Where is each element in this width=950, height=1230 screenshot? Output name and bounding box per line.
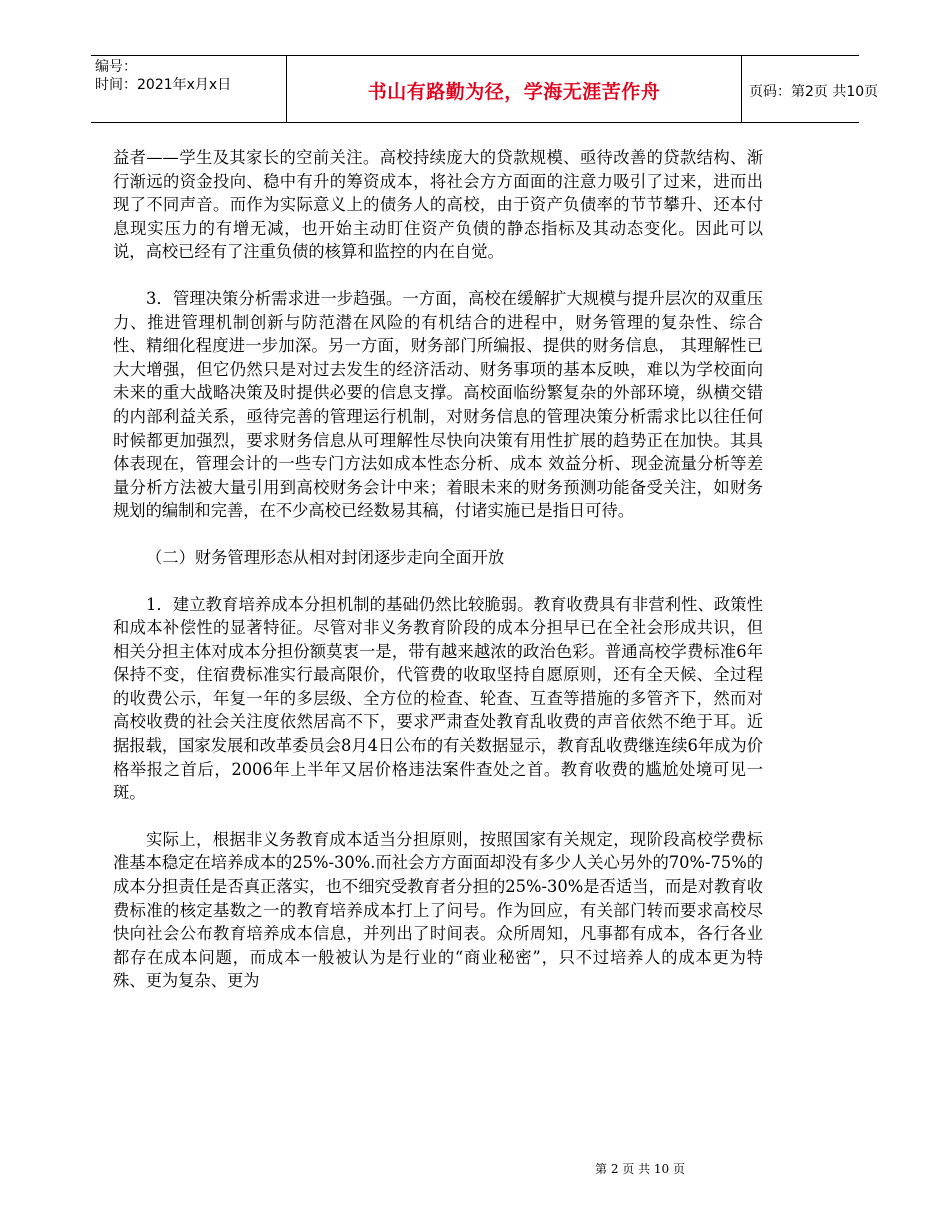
header-motto-cell — [286, 56, 742, 122]
header-page-cell — [741, 56, 879, 122]
body-paragraph: 3．管理决策分析需求进一步趋强。一方面，高校在缓解扩大规模与提升层次的双重压力、推进管理机制创新与防范潜在风险的有机结合的进程中，财务管理的复杂性、综合性、精细化程度进一步加深。另一方面，财务部门所编报、提供的财务信息， 其理解性已大大增强，但它仍然只是对过去发生的经济活动、财务事项的基本反映，难以为学校面向未来的重大战略决策及时提供必要的信息支撑。高校面临纷繁复杂的外部环境，纵横交错的内部利益关系，亟待完善的管理运行机制，对财务信息的管理决策分析需求比以往任何时候都更加强烈，要求财务信息从可理解性尽快向决策有用性扩展的趋势正在加快。其具体表现在，管理会计的一些专门方法如成本性态分析、成本 效益分析、现金流量分析等差量分析方法被大量引用到高校财务会计中来；着眼未来的财务预测功能备受关注，如财务规划的编制和完善，在不少高校已经数易其稿，付诸实施已是指日可待。 — [113, 288, 763, 521]
body-paragraph: 实际上，根据非义务教育成本适当分担原则，按照国家有关规定，现阶段高校学费标准基本稳定在培养成本的25%-30%.而社会方方面面却没有多少人关心另外的70%-75%的成本分担责任是否真正落实，也不细究受教育者分担的25%-30%是否适当，而是对教育收费标准的核定基数之一的教育培养成本打上了问号。作为回应，有关部门转而要求高校尽快向社会公布教育培养成本信息，并列出了时间表。众所周知，凡事都有成本，各行各业都存在成本问题，而成本一般被认为是行业的“商业秘密”，只不过培养人的成本更为特殊、更为复杂、更为 — [113, 829, 763, 991]
header-info — [91, 56, 286, 122]
header-page-info: 页码：第2页 共10页 — [749, 84, 879, 100]
page-header — [91, 55, 879, 123]
body-paragraph: 1．建立教育培养成本分担机制的基础仍然比较脆弱。教育收费具有非营利性、政策性和成本补偿性的显著特征。尽管对非义务教育阶段的成本分担早已在全社会形成共识，但相关分担主体对成本分担份额莫衷一是，带有越来越浓的政治色彩。普通高校学费标准6年保持不变，住宿费标准实行最高限价，代管费的收取坚持自愿原则，还有全天候、全过程的收费公示，年复一年的多层级、全方位的检查、轮查、互查等措施的多管齐下，然而对高校收费的社会关注度依然居高不下，要求严肃查处教育乱收费的声音依然不绝于耳。近据报载，国家发展和改革委员会8月4日公布的有关数据显示，教育乱收费继连续6年成为价格举报之首后，2006年上半年又居价格违法案件查处之首。教育收费的尴尬处境可见一斑。 — [113, 594, 763, 803]
page-footer: 第 2 页 共 10 页 — [595, 1162, 685, 1176]
document-number-label: 编号： — [95, 59, 137, 75]
header-motto: 书山有路勤为径，学海无涯苦作舟 — [367, 81, 661, 103]
document-date: 时间：2021年x月x日 — [95, 77, 232, 93]
document-body — [113, 146, 763, 993]
section-heading: （二）财务管理形态从相对封闭逐步走向全面开放 — [146, 547, 505, 567]
body-paragraph: 益者——学生及其家长的空前关注。高校持续庞大的贷款规模、亟待改善的贷款结构、渐行渐远的资金投向、稳中有升的筹资成本，将社会方方面面的注意力吸引了过来，进而出现了不同声音。而作为实际意义上的债务人的高校，由于资产负债率的节节攀升、还本付息现实压力的有增无减，也开始主动盯住资产负债的静态指标及其动态变化。因此可以说，高校已经有了注重负债的核算和监控的内在自觉。 — [113, 148, 763, 262]
